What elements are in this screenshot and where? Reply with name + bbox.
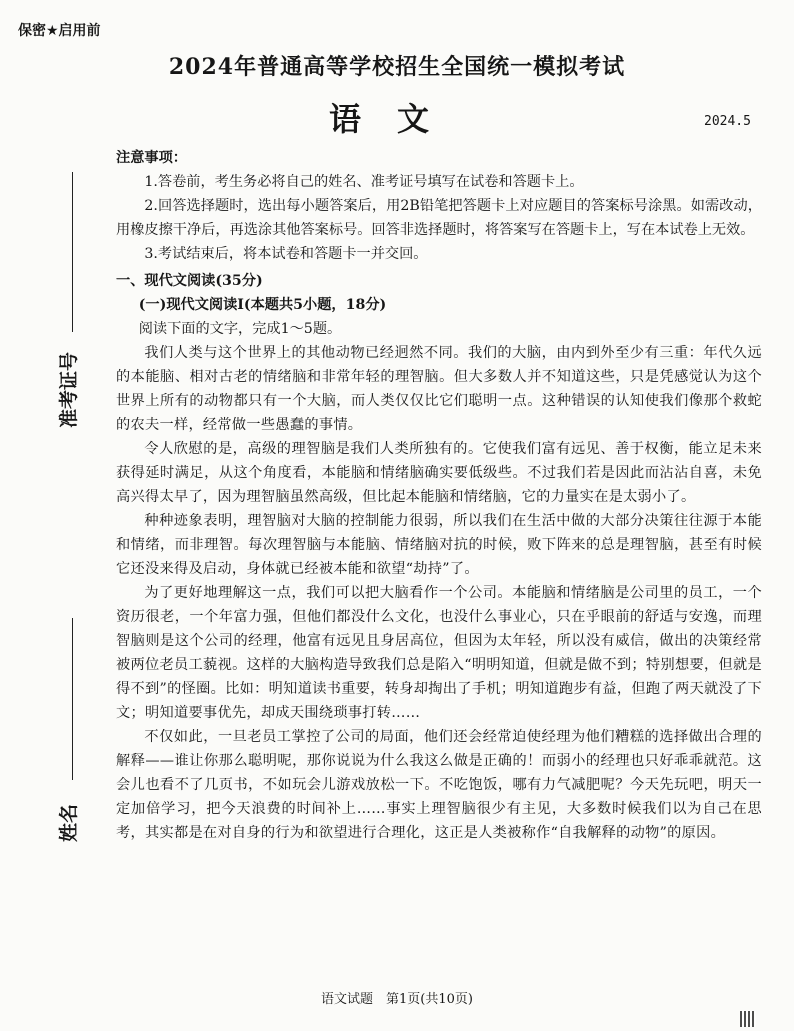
exam-id-label: 准考证号 (58, 351, 80, 428)
secret-mark: 保密★启用前 (18, 23, 101, 39)
page-footer: 语文试题 第1页(共10页) (321, 992, 473, 1007)
notice-item: 1.答卷前，考生务必将自己的姓名、准考证号填写在试卷和答题卡上。 (144, 174, 584, 190)
exam-title: 2024年普通高等学校招生全国统一模拟考试 (168, 54, 626, 80)
passage-paragraph: 我们人类与这个世界上的其他动物已经迥然不同。我们的大脑，由内到外至少有三重：年代久远的本能脑、相对古老的情绪脑和非常年轻的理智脑。但大多数人并不知道这些，只是凭感觉认为这个世界上所有的动物都只有一个大脑，而人类仅仅比它们聪明一点。这种错误的认知使我们像那个救蛇的农夫一样，经常做一些愚蠢的事情。 (116, 345, 762, 433)
reading-passage (116, 341, 762, 845)
section-heading: 一、现代文阅读(35分) (116, 273, 263, 289)
notice-heading: 注意事项： (116, 150, 187, 166)
notice-item: 2.回答选择题时，选出每小题答案后，用2B铅笔把答题卡上对应题目的答案标号涂黑。如需改动，用橡皮擦干净后，再选涂其他答案标号。回答非选择题时，将答案写在答题卡上，写在本试卷上无效。 (116, 198, 762, 238)
name-label: 姓名 (58, 803, 80, 842)
qr-code-icon (740, 1011, 756, 1027)
exam-id-line (72, 172, 73, 332)
page-body (116, 146, 762, 845)
passage-paragraph: 不仅如此，一旦老员工掌控了公司的局面，他们还会经常迫使经理为他们糟糕的选择做出合理的解释——谁让你那么聪明呢，那你说说为什么我这么做是正确的！而弱小的经理也只好乖乖就范。这会儿也看不了几页书，不如玩会儿游戏放松一下。不吃饱饭，哪有力气减肥呢？今天先玩吧，明天一定加倍学习，把今天浪费的时间补上……事实上理智脑很少有主见，大多数时候我们以为自己在思考，其实都是在对自身的行为和欲望进行合理化，这正是人类被称作“自我解释的动物”的原因。 (116, 729, 762, 841)
passage-paragraph: 令人欣慰的是，高级的理智脑是我们人类所独有的。它使我们富有远见、善于权衡，能立足未来获得延时满足，从这个角度看，本能脑和情绪脑确实要低级些。不过我们若是因此而沾沾自喜，未免高兴得太早了，因为理智脑虽然高级，但比起本能脑和情绪脑，它的力量实在是太弱小了。 (116, 441, 762, 505)
sub-section-heading: (一)现代文阅读Ⅰ(本题共5小题，18分) (138, 297, 387, 313)
exam-date: 2024.5 (704, 114, 751, 129)
passage-paragraph: 种种迹象表明，理智脑对大脑的控制能力很弱，所以我们在生活中做的大部分决策往往源于本能和情绪，而非理智。每次理智脑与本能脑、情绪脑对抗的时候，败下阵来的总是理智脑，甚至有时候它还没来得及启动，身体就已经被本能和欲望“劫持”了。 (116, 513, 762, 577)
reading-instruction: 阅读下面的文字，完成1～5题。 (138, 321, 342, 337)
passage-paragraph: 为了更好地理解这一点，我们可以把大脑看作一个公司。本能脑和情绪脑是公司里的员工，一个资历很老，一个年富力强，但他们都没什么文化，也没什么事业心，只在乎眼前的舒适与安逸，而理智脑则是这个公司的经理，他富有远见且身居高位，但因为太年轻，所以没有威信，做出的决策经常被两位老员工藐视。这样的大脑构造导致我们总是陷入“明明知道，但就是做不到；特别想要，但就是得不到”的怪圈。比如：明知道读书重要，转身却掏出了手机；明知道跑步有益，但跑了两天就没了下文；明知道要事优先，却成天围绕琐事打转…… (116, 585, 762, 721)
notice-item: 3.考试结束后，将本试卷和答题卡一并交回。 (144, 246, 428, 262)
subject-title: 语文 (328, 100, 465, 138)
name-line (72, 618, 73, 780)
